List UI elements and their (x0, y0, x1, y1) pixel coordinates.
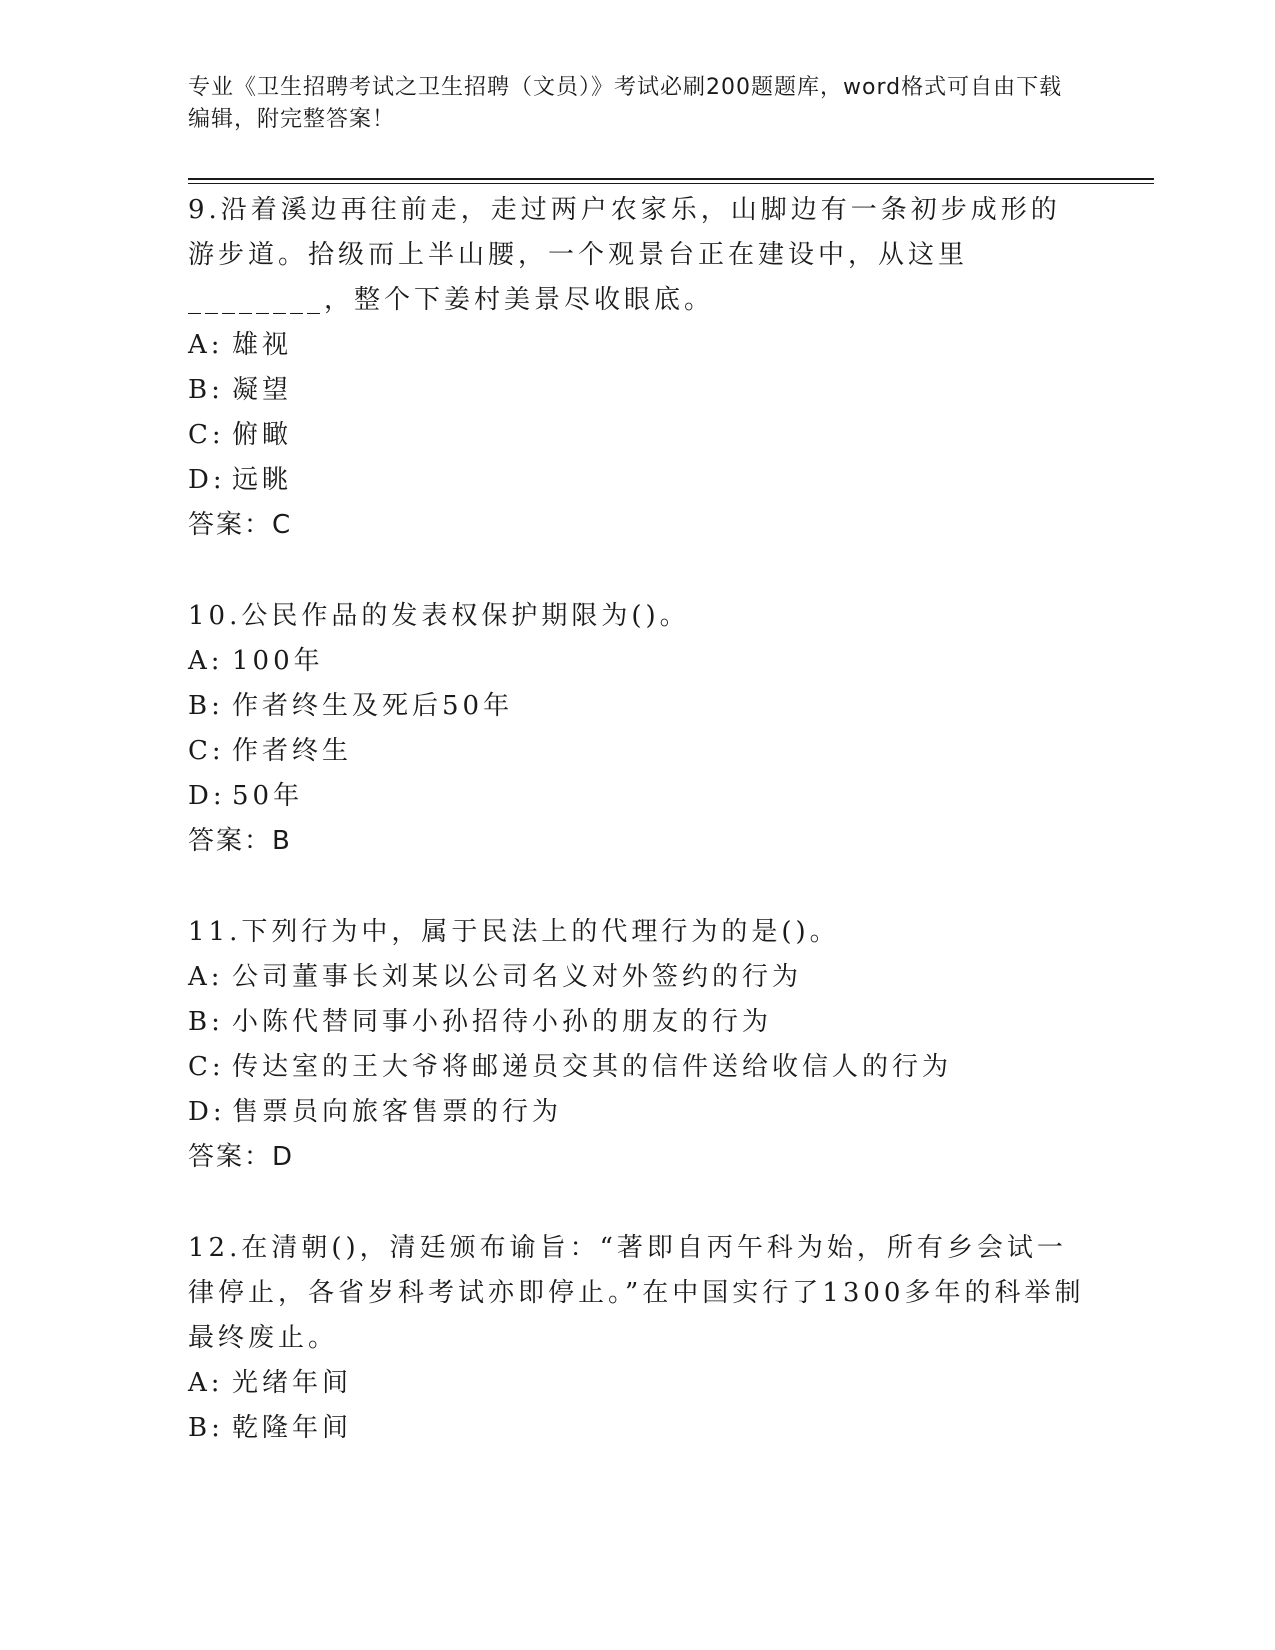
option-letter: C: (188, 1052, 225, 1082)
option-letter: C: (188, 420, 225, 450)
option-text: 远眺 (232, 465, 293, 495)
option-b (188, 368, 1088, 413)
option-a (188, 1361, 1088, 1406)
option-letter: D: (188, 1097, 226, 1127)
option-letter: D: (188, 465, 226, 495)
option-a (188, 955, 1088, 1000)
question-stem: 9.沿着溪边再往前走，走过两户农家乐，山脚边有一条初步成形的游步道。拾级而上半山腰，一个观景台正在建设中，从这里________，整个下姜村美景尽收眼底。 (188, 195, 1061, 315)
question-list (188, 188, 1088, 1451)
option-c (188, 1045, 1088, 1090)
option-letter: C: (188, 736, 225, 766)
option-text: 俯瞰 (232, 420, 293, 450)
option-b (188, 1000, 1088, 1045)
option-text: 雄视 (232, 330, 293, 360)
document-intro: 专业《卫生招聘考试之卫生招聘（文员）》考试必刷200题题库，word格式可自由下载编辑，附完整答案！ (188, 75, 1063, 132)
option-letter: D: (188, 781, 226, 811)
option-text: 50年 (232, 781, 304, 811)
option-text: 售票员向旅客售票的行为 (232, 1097, 563, 1127)
option-letter: B: (188, 1007, 224, 1037)
option-letter: A: (188, 962, 224, 992)
question-9 (188, 188, 1088, 548)
option-d (188, 774, 1088, 819)
answer-line: 答案：B (188, 826, 292, 856)
option-text: 凝望 (232, 375, 293, 405)
option-a (188, 639, 1088, 684)
option-text: 传达室的王大爷将邮递员交其的信件送给收信人的行为 (232, 1052, 953, 1082)
option-text: 作者终生 (232, 736, 353, 766)
option-letter: A: (188, 330, 224, 360)
option-b (188, 684, 1088, 729)
option-letter: B: (188, 691, 224, 721)
question-stem: 12.在清朝()，清廷颁布谕旨：“著即自丙午科为始，所有乡会试一律停止，各省岁科考试亦即停止。”在中国实行了1300多年的科举制最终废止。 (188, 1233, 1085, 1353)
option-c (188, 729, 1088, 774)
option-b (188, 1406, 1088, 1451)
option-letter: A: (188, 1368, 224, 1398)
question-stem: 10.公民作品的发表权保护期限为()。 (188, 601, 690, 631)
option-text: 作者终生及死后50年 (232, 691, 514, 721)
option-text: 小陈代替同事小孙招待小孙的朋友的行为 (232, 1007, 773, 1037)
option-letter: B: (188, 1413, 224, 1443)
answer-line: 答案：D (188, 1142, 295, 1172)
question-11 (188, 910, 1088, 1180)
header-rule-thick (188, 178, 1154, 180)
option-d (188, 1090, 1088, 1135)
option-d (188, 458, 1088, 503)
option-letter: B: (188, 375, 224, 405)
question-stem: 11.下列行为中，属于民法上的代理行为的是()。 (188, 917, 840, 947)
option-a (188, 323, 1088, 368)
option-letter: A: (188, 646, 224, 676)
option-text: 乾隆年间 (232, 1413, 353, 1443)
answer-line: 答案：C (188, 510, 293, 540)
option-text: 100年 (232, 646, 324, 676)
option-text: 光绪年间 (232, 1368, 353, 1398)
question-12 (188, 1226, 1088, 1451)
header-rule-thin (188, 183, 1154, 184)
option-text: 公司董事长刘某以公司名义对外签约的行为 (232, 962, 803, 992)
question-10 (188, 594, 1088, 864)
option-c (188, 413, 1088, 458)
